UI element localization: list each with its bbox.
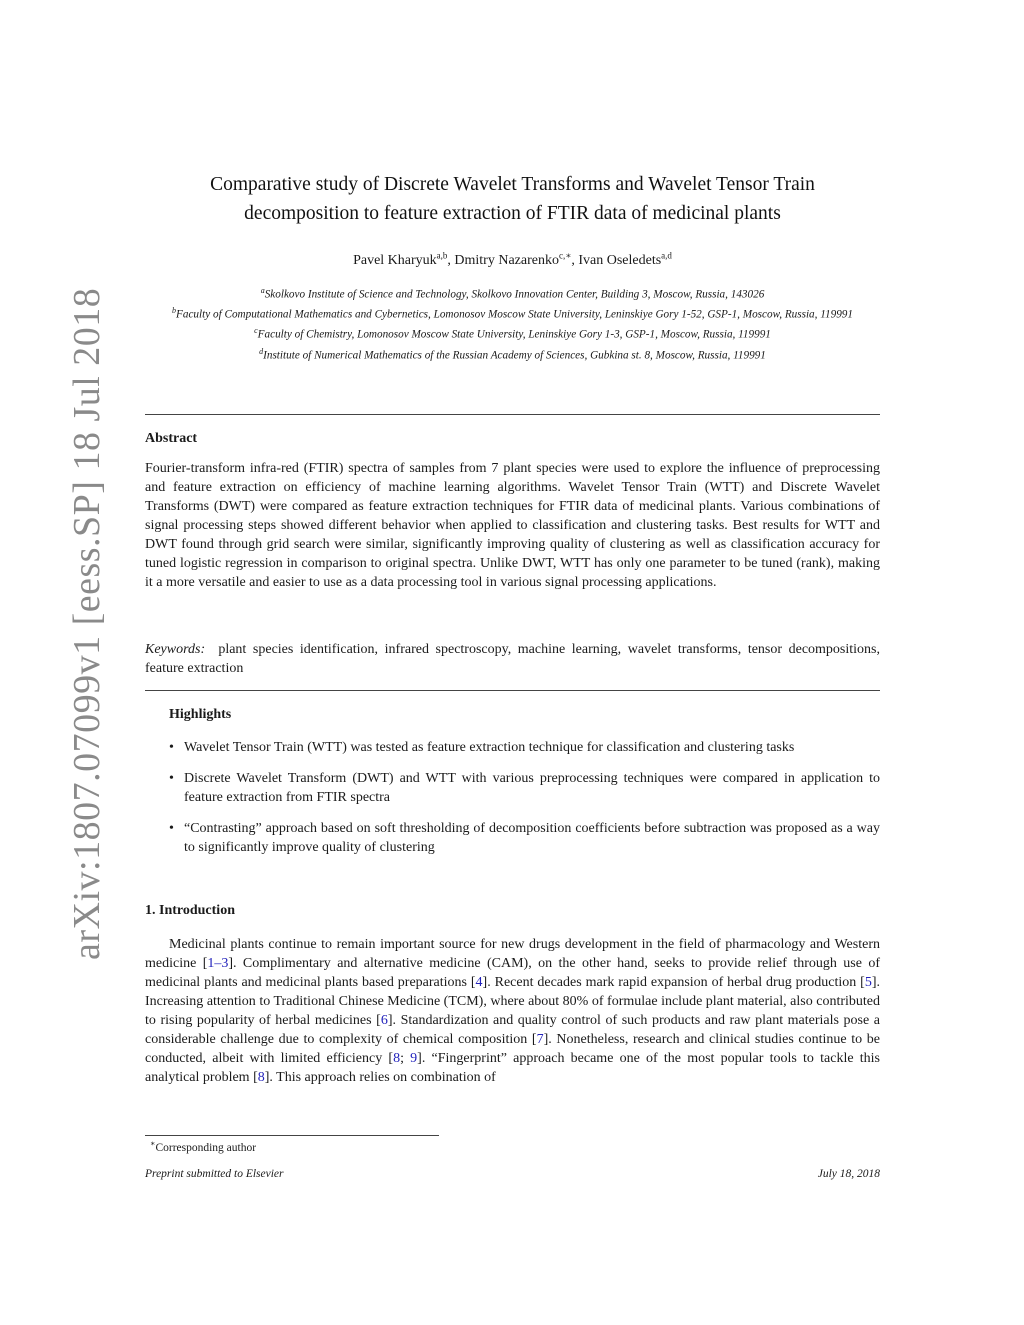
footnote-rule (145, 1135, 439, 1136)
citation-link[interactable]: 8 (257, 1070, 265, 1085)
citation-link[interactable]: 7 (536, 1032, 544, 1047)
footer-preprint: Preprint submitted to Elsevier (145, 1168, 284, 1180)
affiliations (145, 283, 880, 364)
keywords-text: plant species identification, infrared spectroscopy, machine learning, wavelet transforms, tensor decompositions, feature extraction (145, 642, 881, 676)
list-item: • Discrete Wavelet Transform (DWT) and WTT with various preprocessing techniques were compared in application to feature extraction from FTIR spectra (169, 771, 880, 805)
citation-link[interactable]: 5 (864, 975, 872, 990)
affiliation: $^d$Institute of Numerical Mathematics of the Russian Academy of Sciences, Gubkina st. 8, Moscow, Russia, 119991 (259, 346, 766, 362)
author: Ivan Oseledets$^{a,d}$ (578, 250, 672, 268)
title-line-1: Comparative study of Discrete Wavelet Transforms and Wavelet Tensor Train (210, 174, 815, 195)
highlights-heading: Highlights (169, 707, 232, 722)
affiliation: $^b$Faculty of Computational Mathematics and Cybernetics, Lomonosov Moscow State University, Leninskiye Gory 1-52, GSP-1, Moscow, Russia, 119991 (172, 306, 853, 321)
citation-link[interactable]: 8 (393, 1051, 401, 1066)
citation-link[interactable]: 1–3 (207, 956, 229, 971)
affiliation: $^c$Faculty of Chemistry, Lomonosov Moscow State University, Leninskiye Gory 1-3, GSP-1, Moscow, Russia, 119991 (254, 326, 771, 342)
author-list (145, 250, 880, 269)
highlights-list (169, 738, 880, 869)
paper-title (145, 170, 880, 228)
title-line-2: decomposition to feature extraction of FTIR data of medicinal plants (244, 203, 781, 224)
citation-link[interactable]: 4 (475, 975, 483, 990)
divider (145, 414, 880, 415)
arxiv-identifier[interactable]: arXiv:1807.07099v1 [eess.SP] 18 Jul 2018 (66, 287, 108, 960)
keywords-label: Keywords: (145, 642, 206, 657)
affiliation: $^a$Skolkovo Institute of Science and Technology, Skolkovo Innovation Center, Building 3, Moscow, Russia, 143026 (260, 286, 765, 301)
bullet-icon: • (169, 821, 174, 836)
list-item: • Wavelet Tensor Train (WTT) was tested as feature extraction technique for classification and clustering tasks (169, 740, 795, 755)
author: Pavel Kharyuk$^{a,b}$, (353, 250, 455, 268)
divider (145, 690, 880, 691)
citation-link[interactable]: 6 (380, 1013, 388, 1028)
list-item: • “Contrasting” approach based on soft thresholding of decomposition coefficients before subtraction was proposed as a way to significantly improve quality of clustering (169, 821, 880, 855)
bullet-icon: • (169, 740, 174, 755)
keywords (145, 640, 880, 678)
footnote: ∗Corresponding author (150, 1139, 257, 1154)
abstract-heading: Abstract (145, 431, 198, 446)
introduction-text: Medicinal plants continue to remain important source for new drugs development in the field of pharmacology and Western medicine [1–3]. Complimentary and alternative medicine (CAM), on the other hand, seeks to provide relief through use of medicinal plants and medicinal plants based preparations [4]. Recent decades mark rapid expansion of herbal drug production [5]. Increasing attention to Traditional Chinese Medicine (TCM), where about 80% of formulae include plant material, also contributed to rising popularity of herbal medicines [6]. Standardization and quality control of such products and raw plant materials pose a considerable challenge due to complexity of chemical composition [7]. Nonetheless, research and clinical studies continue to be conducted, albeit with limited efficiency [8; 9]. “Fingerprint” approach became one of the most popular tools to tackle this analytical problem [8]. This approach relies on combination of (145, 937, 881, 1085)
introduction-heading: 1. Introduction (145, 903, 235, 918)
footer-date: July 18, 2018 (817, 1168, 880, 1180)
abstract-text: Fourier-transform infra-red (FTIR) spectra of samples from 7 plant species were used to explore the influence of preprocessing and feature extraction on efficiency of machine learning algorithms. Wavelet Tensor Train (WTT) and Discrete Wavelet Transforms (DWT) were compared as feature extraction techniques for FTIR data of medicinal plants. Various combinations of signal processing steps showed different behavior when applied to classification and clustering tasks. Best results for WTT and DWT found through grid search were similar, significantly improving quality of clustering as well as classification accuracy for tuned logistic regression in comparison to original spectra. Unlike DWT, WTT has only one parameter to be tuned (rank), making it a more versatile and easier to use as a data processing tool in various signal processing applications. (145, 461, 880, 590)
bullet-icon: • (169, 771, 174, 786)
author: Dmitry Nazarenko$^{c,∗}$, (454, 250, 579, 268)
citation-link[interactable]: 9 (410, 1051, 418, 1066)
